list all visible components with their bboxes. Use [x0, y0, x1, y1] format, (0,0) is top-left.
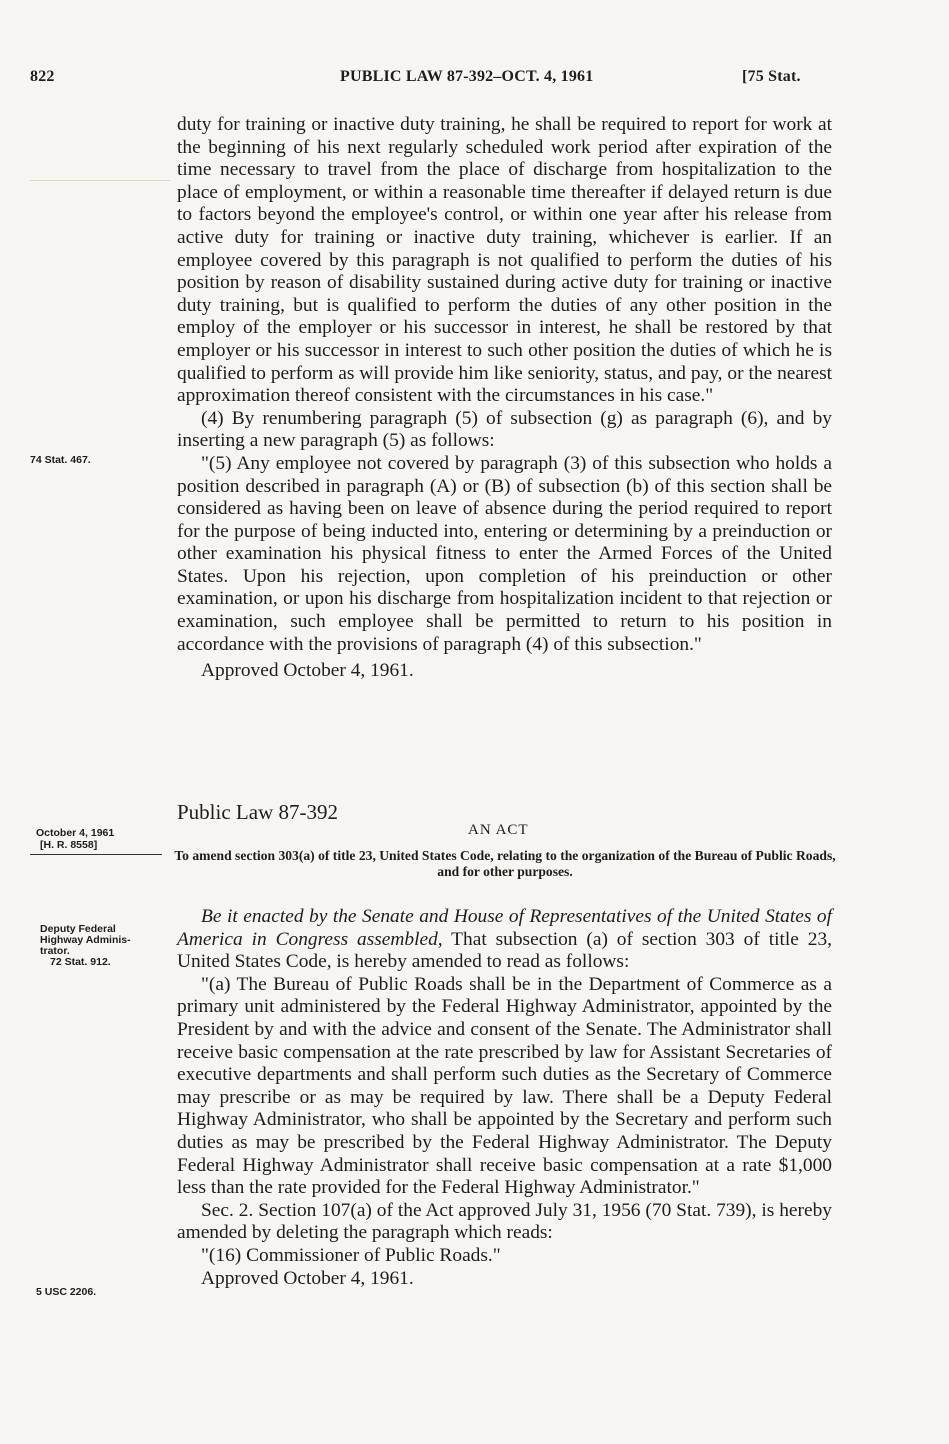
- an-act-heading: AN ACT: [468, 822, 529, 838]
- margin-note-usc: 5 USC 2206.: [36, 1286, 97, 1298]
- margin-rule: [30, 854, 162, 855]
- enacting-formula: Be it enacted by the Senate and House of Representatives of the United States of America in Congress assembled,: [177, 906, 832, 950]
- approved-date-2: Approved October 4, 1961.: [201, 1267, 414, 1289]
- margin-note-72-stat: 72 Stat. 912.: [50, 956, 111, 968]
- paragraph-continuation: duty for training or inactive duty training, he shall be required to report for work at the beginning of his next regularly scheduled work period after expiration of the time necessary to travel from the place of discharge from hospitalization to the place of employment, or within a reasonable time thereafter if delayed return is due to factors beyond the employee's control, or within one year after his release from active duty for training or inactive duty training, whichever is earlier. If an employee covered by this paragraph is not qualified to perform the duties of his position by reason of disability sustained during active duty for training or inactive duty training, but is qualified to perform the duties of any other position in the employ of the employer or his successor in interest, he shall be restored by that employer or his successor in interest to such other position the duties of which he is qualified to perform as will provide him like seniority, status, and pay, or the nearest approximation thereof consistent with the circumstances in his case.": [177, 114, 832, 407]
- enacting-clause: [177, 906, 832, 974]
- subsection-a: "(a) The Bureau of Public Roads shall be in the Department of Commerce as a primary unit administered by the Federal Highway Administrator, appointed by the President by and with the advice and consent of the Senate. The Administrator shall receive basic compensation at the rate prescribed by law for Assistant Secretaries of executive departments and shall perform such duties as the Secretary of Commerce may prescribe or as may be required by law. There shall be a Deputy Federal Highway Administrator, who shall be appointed by the Secretary and perform such duties as may be prescribed by the Federal Highway Administrator. The Deputy Federal Highway Administrator shall receive basic compensation at a rate $1,000 less than the rate provided for the Federal Highway Administrator.": [177, 973, 832, 1199]
- paragraph-4: (4) By renumbering paragraph (5) of subsection (g) as paragraph (6), and by inserting a new paragraph (5) as follows:: [177, 407, 832, 452]
- margin-note-74-stat: 74 Stat. 467.: [30, 454, 91, 466]
- volume-citation: [75 Stat.: [742, 68, 801, 85]
- running-title: PUBLIC LAW 87-392–OCT. 4, 1961: [340, 68, 594, 85]
- public-law-heading: Public Law 87-392: [177, 800, 338, 824]
- margin-note-date: October 4, 1961: [36, 827, 115, 839]
- margin-note-deputy-line2: Highway Adminis-: [40, 934, 131, 946]
- approved-date-1: Approved October 4, 1961.: [201, 660, 414, 682]
- margin-note-deputy-line1: Deputy Federal: [40, 923, 116, 935]
- bleed-through-rule: [30, 180, 170, 181]
- section-2: Sec. 2. Section 107(a) of the Act approved July 31, 1956 (70 Stat. 739), is hereby amended by deleting the paragraph which reads:: [177, 1199, 832, 1244]
- act-body: [177, 906, 832, 1290]
- enacting-clause-rest: That subsection (a) of section 303 of title 23, United States Code, is hereby amended to read as follows:: [177, 928, 832, 973]
- margin-note-deputy: [40, 924, 131, 968]
- paragraph-5: "(5) Any employee not covered by paragraph (3) of this subsection who holds a position described in paragraph (A) or (B) of subsection (b) of this section shall be considered as having been on leave of absence during the period required to report for the purpose of being inducted into, entering or determining by a preinduction or other examination his physical fitness to enter the Armed Forces of the United States. Upon his rejection, upon completion of his preinduction or other examination, or upon his discharge from hospitalization incident to that rejection or examination, such employee shall be permitted to return to his position in accordance with the provisions of paragraph (4) of this subsection.": [177, 452, 832, 655]
- margin-note-deputy-line3: trator.: [40, 945, 70, 957]
- item-16: "(16) Commissioner of Public Roads.": [201, 1244, 501, 1266]
- continuation-text: [177, 114, 832, 683]
- margin-note-bill: [H. R. 8558]: [40, 839, 98, 851]
- act-purpose: To amend section 303(a) of title 23, United States Code, relating to the organization of the Bureau of Public Roads, and for other purposes.: [174, 848, 836, 879]
- page-number: 822: [30, 68, 55, 85]
